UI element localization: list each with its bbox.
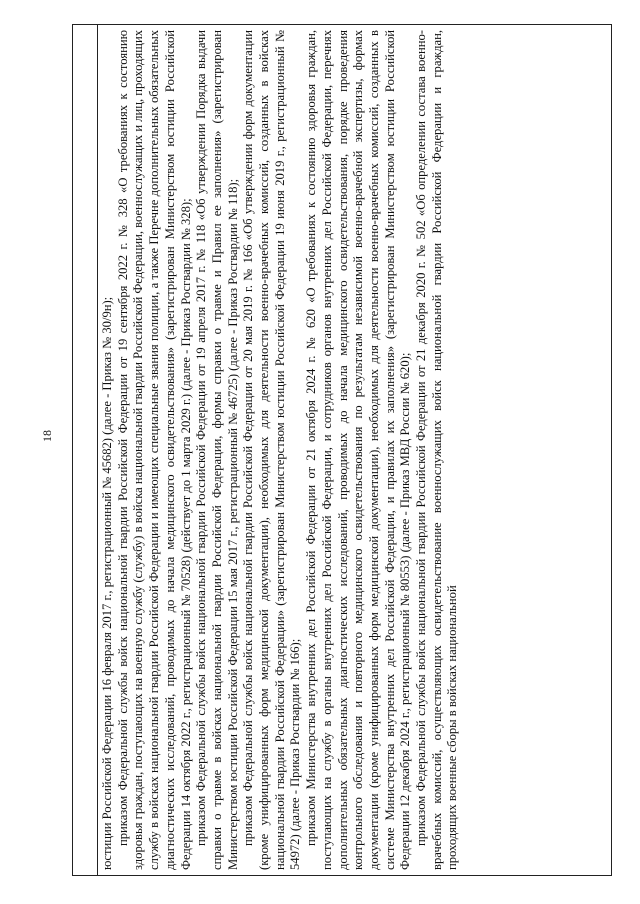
- rotated-page-content: [72, 24, 612, 876]
- table-left-column: [72, 24, 98, 876]
- paragraph-3: приказом Федеральной службы войск национальной гвардии Российской Федерации от 19 апреля 2017 г. № 118 «Об утверждении Порядка выдачи справки о травме в войсках национальной гвардии Российской Федерации, формы справки о травме и Правил ее заполнения» (зарегистрирован Министерством юстиции Российской Федерации 15 мая 2017 г., регистрационный № 46725) (далее - Приказ Росгвардии № 118);: [194, 30, 240, 870]
- paragraph-5: приказом Министерства внутренних дел Российской Федерации от 21 октября 2024 г. № 620 «О требованиях к состоянию здоровья граждан, поступающих на службу в органы внутренних дел Российской Федерации, и сотрудников органов внутренних дел Российской Федерации, перечнях дополнительных обязательных диагностических исследований, проводимых до начала медицинского освидетельствования, порядке проведения контрольного обследования и повторного медицинского освидетельствования по результатам независимой военно-врачебной экспертизы, формах документации (кроме унифицированных форм медицинской документации), необходимых для деятельности военно-врачебных комиссий, созданных в системе Министерства внутренних дел Российской Федерации, и правилах их заполнения» (зарегистрирован Министерством юстиции Российской Федерации 12 декабря 2024 г., регистрационный № 80553) (далее - Приказ МВД России № 620);: [304, 30, 413, 870]
- document-text-column: [98, 24, 612, 876]
- paragraph-2: приказом Федеральной службы войск национальной гвардии Российской Федерации от 19 сентября 2022 г. № 328 «О требованиях к состоянию здоровья граждан, поступающих на военную службу (службу) в войска национальной гвардии Российской Федерации, военнослужащих и лиц, проходящих службу в войсках национальной гвардии Российской Федерации и имеющих специальные звания полиции, а также Перечне дополнительных обязательных диагностических исследований, проводимых до начала медицинского освидетельствования» (зарегистрирован Министерством юстиции Российской Федерации 14 октября 2022 г., регистрационный № 70528) (действует до 1 марта 2029 г.) (далее - Приказ Росгвардии № 328);: [115, 30, 193, 870]
- paragraph-4: приказом Федеральной службы войск национальной гвардии Российской Федерации от 20 мая 2019 г. № 166 «Об утверждении форм документации (кроме унифицированных форм медицинской документации), необходимых для деятельности военно-врачебных комиссий, созданных в войсках национальной гвардии Российской Федерации» (зарегистрирован Министерством юстиции Российской Федерации 19 июня 2019 г., регистрационный № 54972) (далее - Приказ Росгвардии № 166);: [241, 30, 303, 870]
- page-number: 18: [40, 430, 54, 442]
- paragraph-6: приказом Федеральной службы войск национальной гвардии Российской Федерации от 21 декабря 2020 г. № 502 «Об определении состава военно-врачебных комиссий, осуществляющих освидетельствование военнослужащих войск национальной гвардии Российской Федерации и граждан, проходящих военные сборы в войсках национальной: [414, 30, 460, 870]
- paragraph-1: юстиции Российской Федерации 16 февраля 2017 г., регистрационный № 45682) (далее - Приказ № 30/9н);: [100, 296, 114, 870]
